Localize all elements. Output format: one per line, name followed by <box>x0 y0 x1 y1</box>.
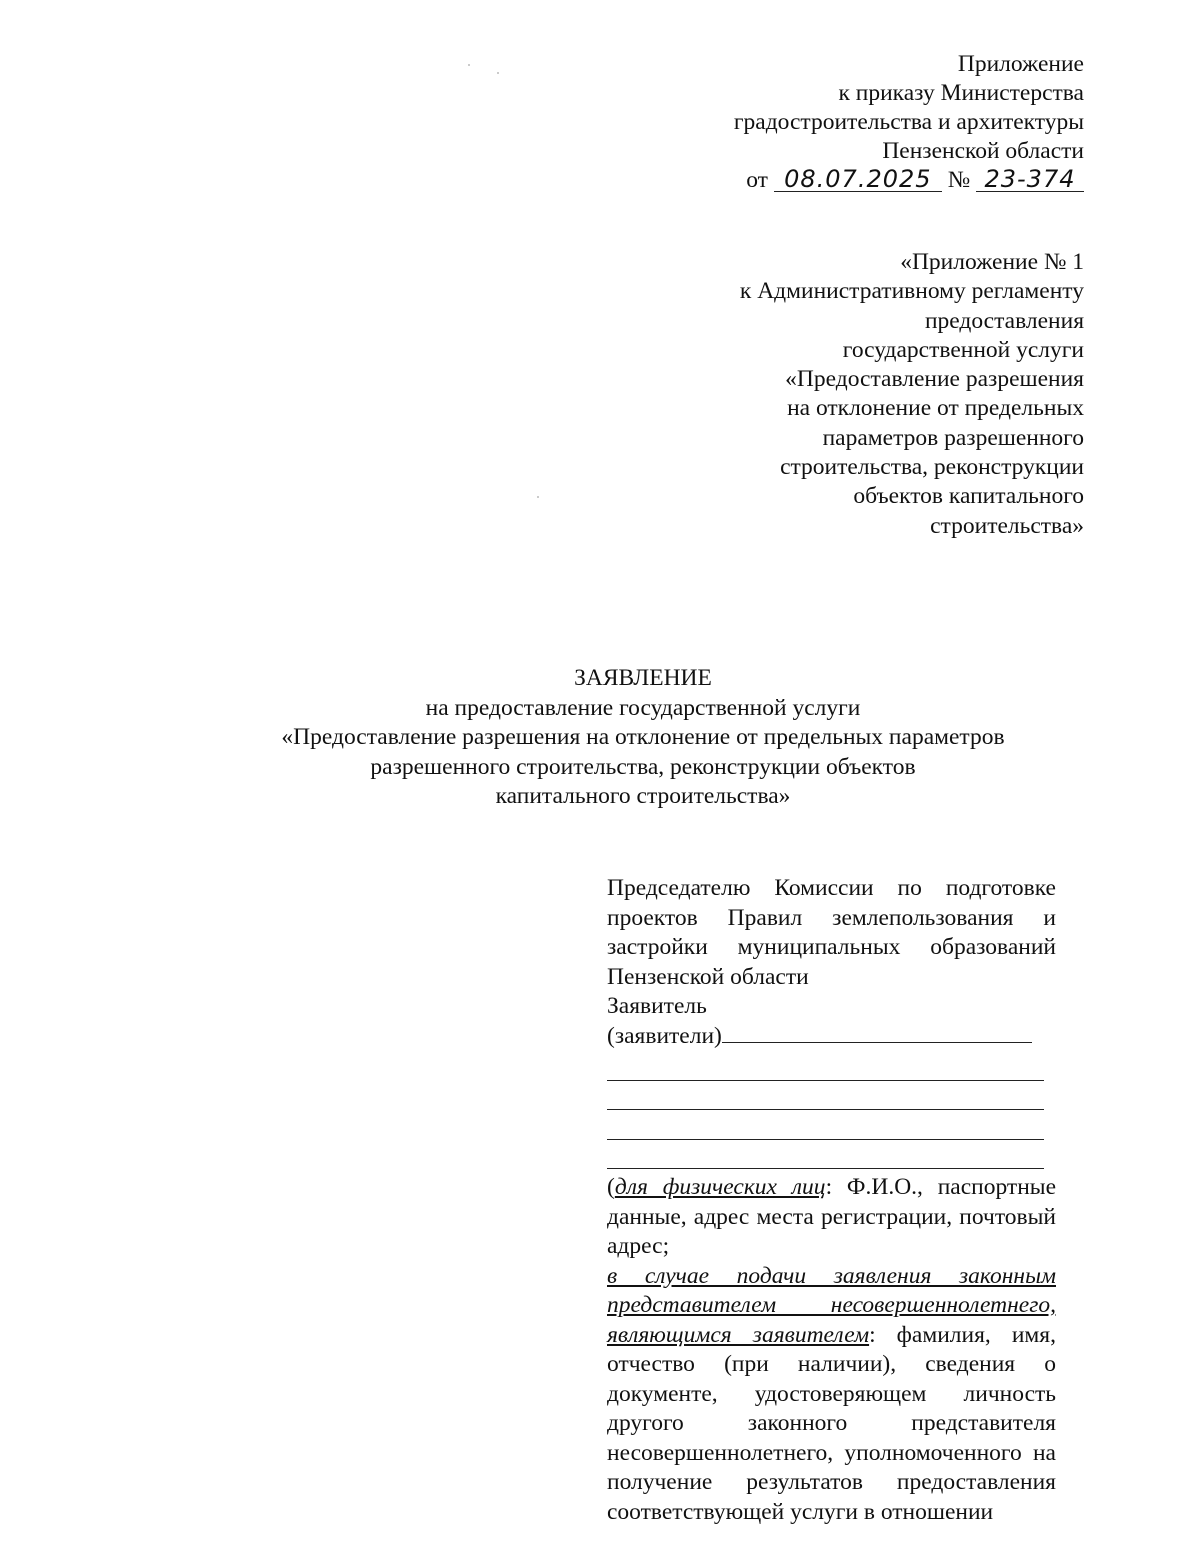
scan-speck <box>537 496 539 498</box>
reglament-line: строительства» <box>930 512 1084 539</box>
reglament-line: государственной услуги <box>842 336 1084 363</box>
order-number-handwritten: 23-374 <box>976 167 1084 192</box>
note-physical-label: для физических лиц <box>614 1174 826 1200</box>
document-title <box>0 664 1200 812</box>
addressee-line4: Пензенской области <box>607 963 809 990</box>
applicant-fill-line <box>607 1140 1044 1170</box>
date-prefix: от <box>746 167 768 193</box>
reglament-line: строительства, реконструкции <box>780 454 1084 481</box>
order-date-handwritten: 08.07.2025 <box>774 167 942 192</box>
number-prefix: № <box>947 167 971 193</box>
applicant-fill-line <box>607 1110 1044 1140</box>
order-appendix-line1: Приложение <box>957 51 1084 77</box>
reglament-appendix <box>740 248 1084 541</box>
order-appendix <box>734 50 1084 195</box>
title-line: «Предоставление разрешения на отклонение от предельных параметров <box>281 724 1005 750</box>
reglament-line: к Административному регламенту <box>739 278 1084 305</box>
note-representative-text: : фамилия, имя, отчество (при наличии), сведения о документе, удостоверяющем личность другого законного представителя несовершеннолетнего, уполномоченного на получение результатов предоставления соответствующей услуги в отношении <box>607 1321 1056 1525</box>
title-line: на предоставление государственной услуги <box>425 694 861 721</box>
reglament-line: «Предоставление разрешения <box>785 366 1084 393</box>
applicants-label: (заявители) <box>607 1022 722 1049</box>
physical-person-note <box>607 1173 1056 1262</box>
scan-speck <box>468 64 470 66</box>
title-heading: ЗАЯВЛЕНИЕ <box>574 665 712 691</box>
reglament-line: предоставления <box>924 307 1084 334</box>
addressee-block <box>607 874 1056 1527</box>
reglament-line: параметров разрешенного <box>822 424 1084 451</box>
reglament-line: «Приложение № 1 <box>900 249 1084 275</box>
title-line: разрешенного строительства, реконструкции объектов <box>370 753 916 780</box>
note-physical-text: : Ф.И.О., паспортные данные, адрес места регистрации, почтовый адрес; <box>607 1174 1057 1259</box>
applicant-label: Заявитель <box>607 993 707 1019</box>
order-appendix-line2: к приказу Министерства <box>838 80 1084 106</box>
note-open-paren: ( <box>607 1174 615 1200</box>
applicant-fill-line <box>607 1051 1044 1081</box>
reglament-line: на отклонение от предельных <box>787 395 1084 422</box>
scan-speck <box>497 72 499 74</box>
reglament-line: объектов капитального <box>853 483 1084 510</box>
applicant-fill-line <box>607 1081 1044 1111</box>
representative-note <box>607 1262 1056 1528</box>
applicant-fill-line <box>722 1024 1032 1043</box>
addressee-line1: Председателю Комиссии по подготовке <box>607 875 1056 901</box>
note-representative-label: в случае подачи заявления законным представителем несовершеннолетнего, являющимся заявителем <box>607 1262 1056 1348</box>
title-line: капитального строительства» <box>495 783 791 809</box>
applicants-row <box>607 1022 1056 1052</box>
order-appendix-line4: Пензенской области <box>882 138 1084 164</box>
order-appendix-line3: градостроительства и архитектуры <box>733 109 1084 135</box>
addressee-line3: застройки муниципальных образований <box>607 934 1056 960</box>
order-date-number-line <box>734 166 1084 195</box>
addressee-line2: проектов Правил землепользования и <box>607 904 1056 931</box>
